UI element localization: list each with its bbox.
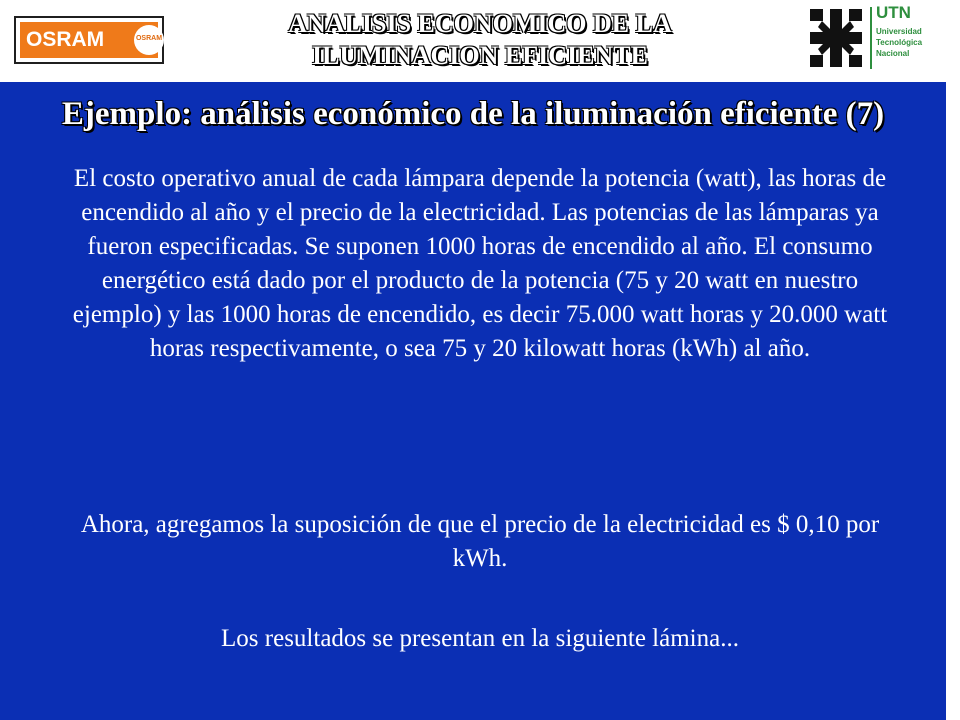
osram-bulb-text: OSRAM [135,35,163,42]
osram-logo-background [20,22,163,58]
utn-emblem-icon [808,7,864,69]
header-title-line2: ILUMINACION EFICIENTE [312,41,648,70]
slide-subtitle: Ejemplo: análisis económico de la iluminación eficiente (7) [61,96,885,132]
osram-bulb-icon [134,25,164,55]
osram-logo-text: OSRAM [26,28,105,51]
utn-text-block [876,3,936,59]
header-title-line1: ANALISIS ECONOMICO DE LA [288,9,672,38]
utn-logo [808,3,934,69]
utn-full-name [876,26,936,59]
body-paragraph-3: Los resultados se presentan en la siguiente lámina... [221,625,739,652]
utn-abbreviation: UTN [876,3,911,22]
body-paragraph-1: El costo operativo anual de cada lámpara depende la potencia (watt), las horas de encendido al año y el precio de la electricidad. Las potencias de las lámparas ya fueron especificadas. Se suponen 1000 horas de encendido al año. El consumo energético está dado por el producto de la potencia (75 y 20 watt en nuestro ejemplo) y las 1000 horas de encendido, es decir 75.000 watt horas y 20.000 watt horas respectivamente, o sea 75 y 20 kilowatt horas (kWh) al año. [72,165,888,362]
utn-divider [870,7,872,69]
header-bar [0,0,960,82]
osram-logo [14,16,164,64]
content-area [0,82,946,720]
header-title [190,8,770,72]
right-margin-strip [946,82,960,720]
utn-name-line2: Tecnológica [876,38,923,47]
utn-name-line3: Nacional [876,49,910,58]
body-paragraph-2: Ahora, agregamos la suposición de que el precio de la electricidad es $ 0,10 por kWh. [80,511,880,572]
utn-name-line1: Universidad [876,27,922,36]
